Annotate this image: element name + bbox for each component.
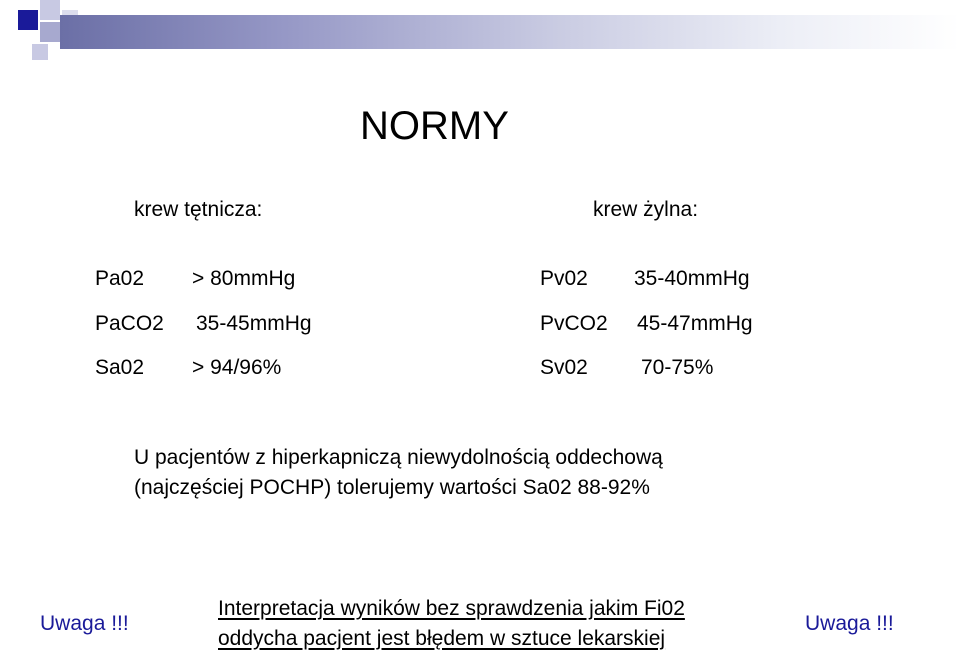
logo-square-navy xyxy=(18,10,38,30)
arterial-value: > 80mmHg xyxy=(192,267,296,290)
arterial-param: PaCO2 xyxy=(95,312,164,335)
header-gradient-bar xyxy=(60,15,960,49)
warning-label-left: Uwaga !!! xyxy=(40,612,129,635)
warning-message-line: oddycha pacjent jest błędem w sztuce lekarskiej xyxy=(218,627,666,650)
warning-message-line: Interpretacja wyników bez sprawdzenia jakim Fi02 xyxy=(218,597,685,620)
arterial-param: Sa02 xyxy=(95,356,145,379)
venous-param: PvCO2 xyxy=(540,312,608,335)
venous-param: Sv02 xyxy=(540,356,588,379)
logo-square-light xyxy=(40,0,60,20)
logo-square-light xyxy=(32,44,48,60)
venous-value: 35-40mmHg xyxy=(634,267,750,290)
copd-note xyxy=(134,443,663,503)
venous-value: 45-47mmHg xyxy=(637,312,753,335)
arterial-heading: krew tętnicza: xyxy=(134,198,263,221)
arterial-param: Pa02 xyxy=(95,267,145,290)
warning-message xyxy=(218,594,685,654)
logo-square-light xyxy=(40,22,60,42)
warning-label-right: Uwaga !!! xyxy=(805,612,894,635)
venous-heading: krew żylna: xyxy=(593,198,699,221)
arterial-value: > 94/96% xyxy=(192,356,282,379)
copd-note-line: (najczęściej POCHP) tolerujemy wartości Sa02 88-92% xyxy=(134,476,650,499)
copd-note-line: U pacjentów z hiperkapniczą niewydolnością oddechową xyxy=(134,446,663,469)
slide-title: NORMY xyxy=(360,104,509,148)
venous-param: Pv02 xyxy=(540,267,588,290)
arterial-value: 35-45mmHg xyxy=(196,312,312,335)
venous-value: 70-75% xyxy=(641,356,714,379)
